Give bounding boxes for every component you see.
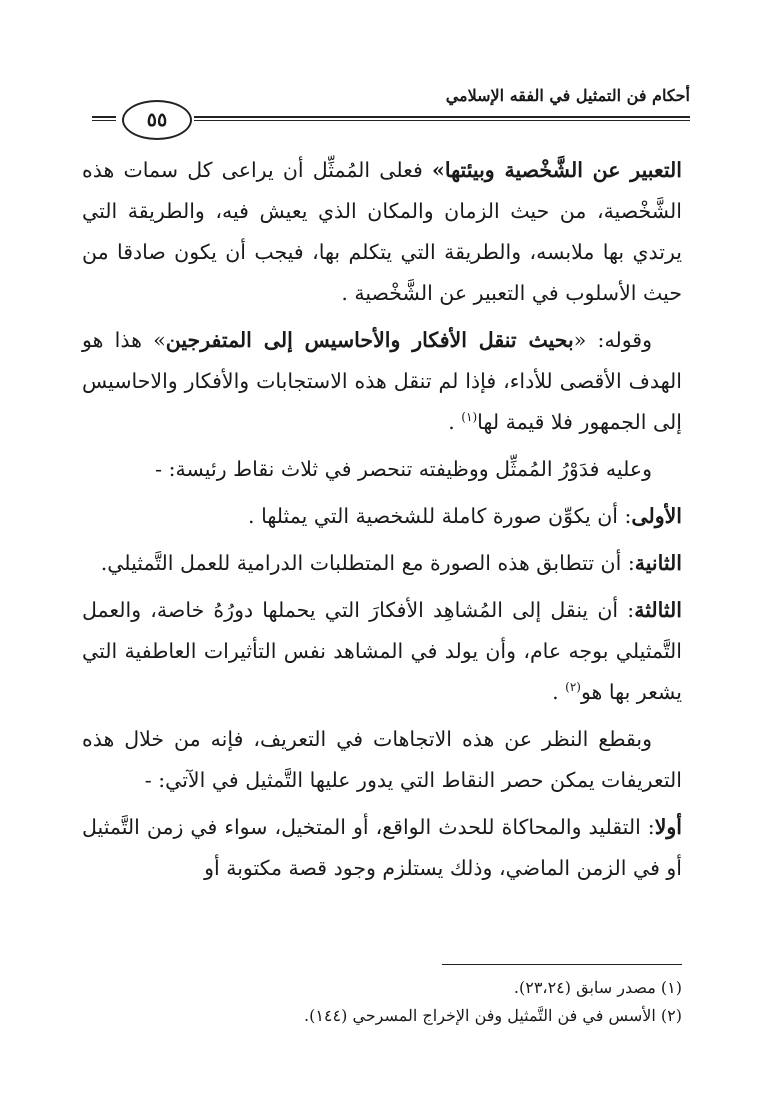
paragraph-5-bold: الثانية xyxy=(634,551,682,575)
paragraph-1-text: فعلى المُمثِّل أن يراعى كل سمات هذه الشَّخْصية، من حيث الزمان والمكان الذي يعيش فيه، والطريقة التي يرتدي بها ملابسه، والطريقة التي يتكلم بها، فيجب أن يكون صادقا من حيث الأسلوب في التعبير عن الشَّخْصية . xyxy=(82,158,682,305)
paragraph-2-tail: . xyxy=(448,410,462,434)
header-rule-long xyxy=(194,116,690,121)
paragraph-7 xyxy=(82,719,682,801)
paragraph-2 xyxy=(82,320,682,443)
body-text xyxy=(82,150,682,895)
footnote-separator xyxy=(442,964,682,965)
paragraph-5-text: : أن تتطابق هذه الصورة مع المتطلبات الدرامية للعمل التَّمثيلي. xyxy=(100,551,635,575)
paragraph-1 xyxy=(82,150,682,314)
paragraph-6-text: : أن ينقل إلى المُشاهِد الأفكارَ التي يحملها دورُهُ خاصة، والعمل التَّمثيلي بوجه عام، وأن يولد في المشاهد نفس التأثيرات العاطفية التي يشعر بها هو xyxy=(82,598,682,704)
header-rule-short xyxy=(92,116,116,121)
page-header xyxy=(92,86,690,130)
paragraph-2-text: » هذا هو الهدف الأقصى للأداء، فإذا لم تنقل هذه الاستجابات والأفكار والاحاسيس إلى الجمهور فلا قيمة لها xyxy=(82,328,682,434)
paragraph-6 xyxy=(82,590,682,713)
paragraph-8 xyxy=(82,807,682,889)
paragraph-8-bold: أولا xyxy=(654,815,682,839)
paragraph-3-text: وعليه فدَوْرُ المُمثِّل ووظيفته تنحصر في ثلاث نقاط رئيسة: - xyxy=(155,457,652,481)
paragraph-6-bold: الثالثة xyxy=(634,598,682,622)
page-number: ٥٥ xyxy=(122,100,192,140)
paragraph-8-text: : التقليد والمحاكاة للحدث الواقع، أو المتخيل، سواء في زمن التَّمثيل أو في الزمن الماضي، وذلك يستلزم وجود قصة مكتوبة أو xyxy=(82,815,682,880)
paragraph-1-bold: التعبير عن الشَّخْصية وبيئتها» xyxy=(432,158,682,182)
footnotes xyxy=(82,974,682,1030)
footnote-2: (٢) الأسس في فن التَّمثيل وفن الإخراج المسرحي (١٤٤). xyxy=(304,1006,682,1025)
paragraph-3 xyxy=(82,449,682,490)
paragraph-2-bold: بحيث تنقل الأفكار والأحاسيس إلى المتفرجين xyxy=(165,328,574,352)
paragraph-2-lead: وقوله: « xyxy=(573,328,652,352)
paragraph-4 xyxy=(82,496,682,537)
footnote-1: (١) مصدر سابق (٢٣،٢٤). xyxy=(513,978,682,997)
running-title: أحكام فن التمثيل في الفقه الإسلامي xyxy=(445,86,690,105)
paragraph-7-text: وبقطع النظر عن هذه الاتجاهات في التعريف، فإنه من خلال هذه التعريفات يمكن حصر النقاط التي يدور عليها التَّمثيل في الآتي: - xyxy=(82,727,682,792)
footnote-ref-2: (٢) xyxy=(565,680,581,695)
paragraph-5 xyxy=(82,543,682,584)
footnote-ref-1: (١) xyxy=(461,410,478,425)
paragraph-4-text: : أن يكوِّن صورة كاملة للشخصية التي يمثلها . xyxy=(248,504,632,528)
paragraph-4-bold: الأولى xyxy=(631,504,682,528)
paragraph-6-tail: . xyxy=(552,680,566,704)
